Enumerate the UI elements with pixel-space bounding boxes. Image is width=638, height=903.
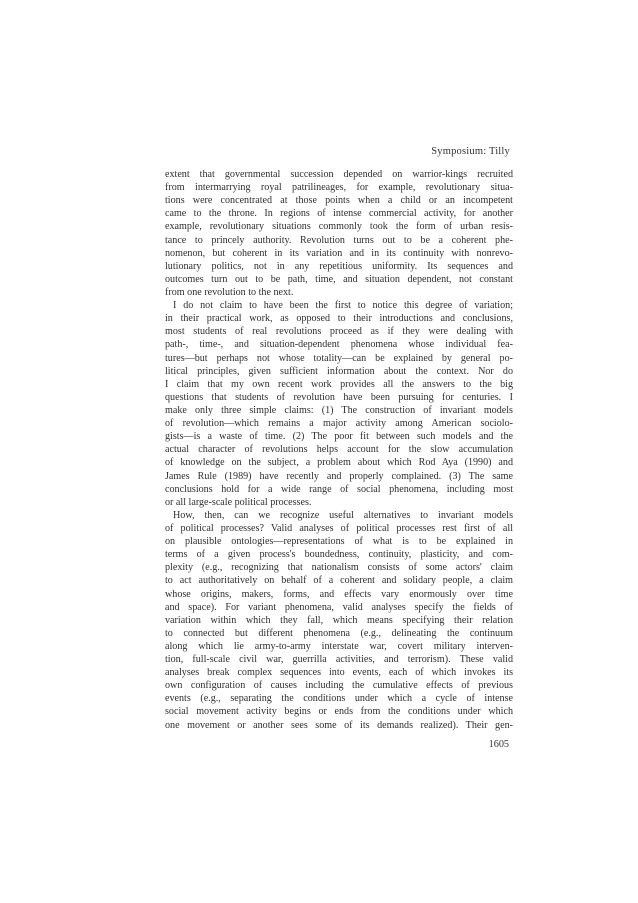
text-line: How, then, can we recognize useful alternatives to invariant models — [173, 509, 513, 521]
body-text — [165, 168, 513, 732]
text-line: came to the throne. In regions of intense commercial activity, for another — [165, 208, 513, 220]
text-line: from one revolution to the next. — [165, 286, 294, 298]
text-line: own configuration of causes including the cumulative effects of previous — [165, 680, 513, 692]
text-line: plexity (e.g., recognizing that nationalism consists of some actors' claim — [165, 562, 513, 574]
text-line: social movement activity begins or ends from the conditions under which — [165, 706, 513, 718]
text-line: events (e.g., separating the conditions under which a cycle of intense — [165, 693, 513, 705]
text-line: analyses break complex sequences into events, each of which invokes its — [165, 667, 513, 679]
text-line: actual character of revolutions helps account for the slow accumulation — [165, 444, 513, 456]
text-line: questions that students of revolution have been pursuing for centuries. I — [165, 391, 513, 403]
text-line: of revolution—which remains a major activity among American sociolo- — [165, 418, 513, 430]
text-line: outcomes turn out to be path, time, and situation dependent, not constant — [165, 273, 513, 285]
text-line: litical principles, given sufficient information about the context. Nor do — [165, 365, 513, 377]
text-line: gists—is a waste of time. (2) The poor fit between such models and the — [165, 431, 513, 443]
text-line: most students of real revolutions proceed as if they were dealing with — [165, 326, 513, 338]
text-line: path-, time-, and situation-dependent phenomena whose individual fea- — [165, 339, 513, 351]
text-line: in their practical work, as opposed to their introductions and conclusions, — [165, 313, 513, 325]
text-line: terms of a given process's boundedness, continuity, plasticity, and com- — [165, 549, 513, 561]
text-line: one movement or another sees some of its demands realized). Their gen- — [165, 719, 513, 731]
text-line: lutionary politics, not in any repetitious uniformity. Its sequences and — [165, 260, 513, 272]
text-line: from intermarrying royal patrilineages, for example, revolutionary situa- — [165, 182, 513, 194]
running-header: Symposium: Tilly — [431, 146, 510, 157]
text-line: tance to princely authority. Revolution turns out to be a coherent phe- — [165, 234, 513, 246]
text-line: variation within which they fall, which means specifying their relation — [165, 614, 513, 626]
text-line: conclusions hold for a wide range of social phenomena, including most — [165, 483, 513, 495]
text-line: example, revolutionary situations commonly took the form of urban resis- — [165, 221, 513, 233]
text-line: tures—but perhaps not whose totality—can be explained by general po- — [165, 352, 513, 364]
text-line: to connected but different phenomena (e.g., delineating the continuum — [165, 627, 513, 639]
text-line: make only three simple claims: (1) The construction of invariant models — [165, 404, 513, 416]
text-line: to act authoritatively on behalf of a coherent and solidary people, a claim — [165, 575, 513, 587]
text-line: of political processes? Valid analyses of political processes rest first of all — [165, 522, 513, 534]
text-line: or all large-scale political processes. — [165, 496, 312, 508]
text-line: of knowledge on the subject, a problem about which Rod Aya (1990) and — [165, 457, 513, 469]
text-line: and space). For variant phenomena, valid analyses specify the fields of — [165, 601, 513, 613]
text-line: I claim that my own recent work provides all the answers to the big — [165, 378, 513, 390]
text-line: nomenon, but coherent in its variation and in its continuity with nonrevo- — [165, 247, 513, 259]
text-line: James Rule (1989) have recently and properly complained. (3) The same — [165, 470, 513, 482]
text-line: whose origins, makers, forms, and effects vary enormously over time — [165, 588, 513, 600]
text-line: tion, full-scale civil war, guerrilla activities, and terrorism). These valid — [165, 654, 513, 666]
text-line: along which lie army-to-army interstate war, covert military interven- — [165, 640, 513, 652]
text-line: tions were concentrated at those points when a child or an incompetent — [165, 195, 513, 207]
text-line: extent that governmental succession depended on warrior-kings recruited — [165, 169, 513, 180]
text-line: on plausible ontologies—representations of what is to be explained in — [165, 536, 513, 548]
page-number: 1605 — [488, 739, 509, 750]
text-line: I do not claim to have been the first to notice this degree of variation; — [173, 300, 513, 312]
